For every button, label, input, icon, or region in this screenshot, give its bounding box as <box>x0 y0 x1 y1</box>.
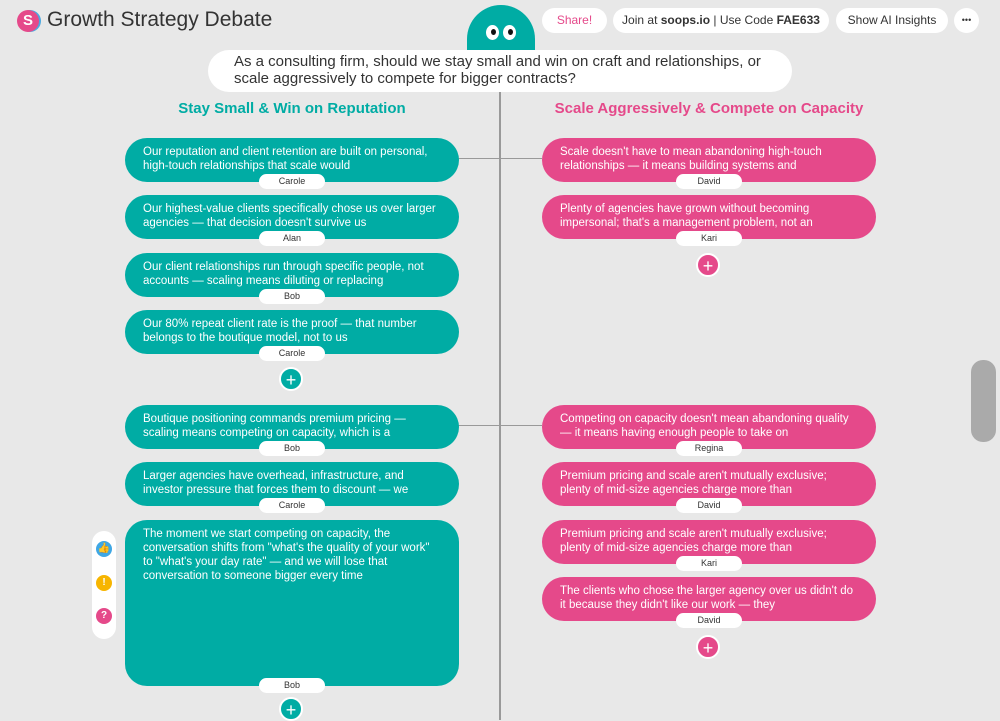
author-label: Bob <box>259 678 325 693</box>
join-prefix: Join at <box>622 13 661 27</box>
left-column-title: Stay Small & Win on Reputation <box>178 100 406 117</box>
argument-card[interactable]: The moment we start competing on capacity, the conversation shifts from "what's the quality of your work" to "what's your day rate" — and we will lose that conversation to someone bigger every time <box>125 520 459 686</box>
author-label: Regina <box>676 441 742 456</box>
debate-question: As a consulting firm, should we stay small and win on craft and relationships, or scale aggressively to compete for bigger contracts? <box>208 50 792 92</box>
more-menu-button[interactable]: ••• <box>954 8 979 33</box>
add-argument-button[interactable]: + <box>279 697 303 721</box>
argument-card[interactable]: Premium pricing and scale aren't mutually exclusive; plenty of mid-size agencies charge more than <box>542 462 876 506</box>
join-code: FAE633 <box>776 13 820 27</box>
add-argument-button[interactable]: + <box>696 253 720 277</box>
lightbulb-icon[interactable]: ! <box>96 575 112 591</box>
author-label: Carole <box>259 498 325 513</box>
right-column-title: Scale Aggressively & Compete on Capacity <box>554 100 864 117</box>
argument-card[interactable]: The clients who chose the larger agency over us didn't do it because they didn't like our work — they <box>542 577 876 621</box>
join-mid: | Use Code <box>710 13 777 27</box>
author-label: Carole <box>259 346 325 361</box>
add-argument-button[interactable]: + <box>279 367 303 391</box>
author-label: Carole <box>259 174 325 189</box>
author-label: Bob <box>259 441 325 456</box>
reaction-bar <box>92 531 116 639</box>
scrollbar-thumb[interactable] <box>971 360 996 442</box>
question-icon[interactable]: ? <box>96 608 112 624</box>
author-label: Kari <box>676 231 742 246</box>
argument-card[interactable]: Our reputation and client retention are built on personal, high-touch relationships that scale would <box>125 138 459 182</box>
join-info[interactable] <box>613 8 829 33</box>
share-button[interactable]: Share! <box>542 8 607 33</box>
author-label: David <box>676 174 742 189</box>
argument-card[interactable]: Scale doesn't have to mean abandoning high-touch relationships — it means building systems and <box>542 138 876 182</box>
center-divider <box>499 92 501 720</box>
argument-card[interactable]: Our 80% repeat client rate is the proof — that number belongs to the boutique model, not to us <box>125 310 459 354</box>
author-label: David <box>676 498 742 513</box>
show-ai-insights-button[interactable]: Show AI Insights <box>836 8 948 33</box>
author-label: David <box>676 613 742 628</box>
author-label: Alan <box>259 231 325 246</box>
argument-card[interactable]: Plenty of agencies have grown without becoming impersonal; that's a management problem, not an <box>542 195 876 239</box>
author-label: Kari <box>676 556 742 571</box>
argument-card[interactable]: Premium pricing and scale aren't mutually exclusive; plenty of mid-size agencies charge more than <box>542 520 876 564</box>
app-logo: S <box>17 10 39 32</box>
argument-card[interactable]: Larger agencies have overhead, infrastructure, and investor pressure that forces them to discount — we <box>125 462 459 506</box>
argument-card[interactable]: Our client relationships run through specific people, not accounts — scaling means diluting or replacing <box>125 253 459 297</box>
page-title: Growth Strategy Debate <box>47 8 273 31</box>
author-label: Bob <box>259 289 325 304</box>
connector-line <box>458 158 542 159</box>
argument-card[interactable]: Competing on capacity doesn't mean abandoning quality — it means having enough people to take on <box>542 405 876 449</box>
argument-card[interactable]: Boutique positioning commands premium pricing — scaling means competing on capacity, which is a <box>125 405 459 449</box>
connector-line <box>458 425 542 426</box>
thumbs-up-icon[interactable]: 👍 <box>96 541 112 557</box>
add-argument-button[interactable]: + <box>696 635 720 659</box>
join-site: soops.io <box>660 13 711 27</box>
argument-card[interactable]: Our highest-value clients specifically chose us over larger agencies — that decision doesn't survive us <box>125 195 459 239</box>
